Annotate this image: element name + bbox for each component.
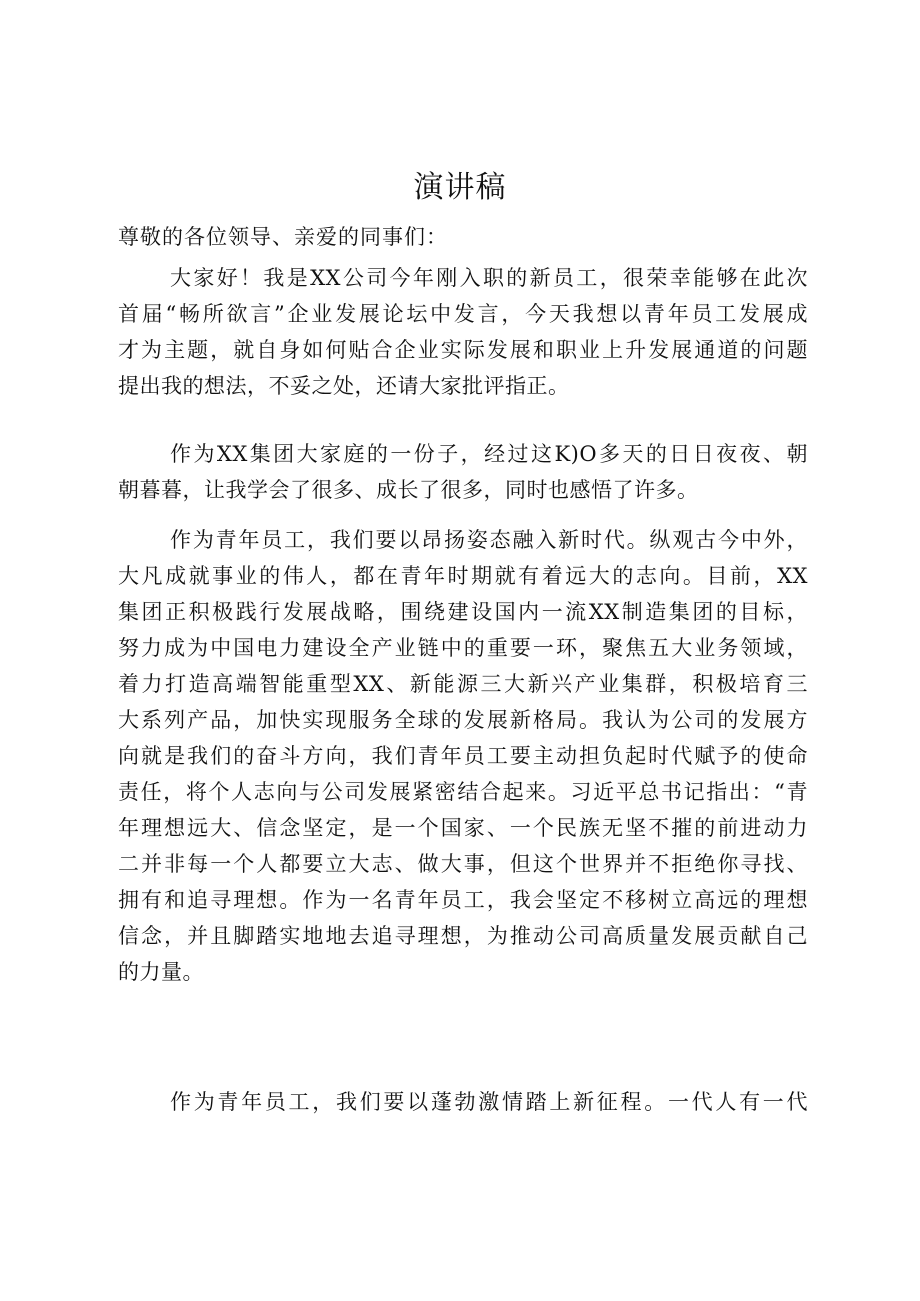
paragraph-line: 责任，将个人志向与公司发展紧密结合起来。习近平总书记指出：“青	[118, 780, 808, 804]
paragraph-line: 向就是我们的奋斗方向，我们青年员工要主动担负起时代赋予的使命	[118, 744, 808, 768]
document-title: 演讲稿	[413, 170, 507, 205]
paragraph-line: 着力打造高端智能重型XX、新能源三大新兴产业集群，积极培育三	[118, 672, 808, 696]
paragraph-line: 的力量。	[118, 960, 204, 984]
paragraph-1	[118, 260, 808, 404]
paragraph-3	[118, 522, 808, 990]
paragraph-line: 信念，并且脚踏实地地去追寻理想，为推动公司高质量发展贡献自己	[118, 924, 808, 948]
paragraph-line: 大家好！我是XX公司今年刚入职的新员工，很荣幸能够在此次	[170, 266, 808, 290]
paragraph-2	[118, 436, 808, 508]
paragraph-line: 集团正积极践行发展战略，围绕建设国内一流XX制造集团的目标，	[118, 600, 808, 624]
paragraph-line: 年理想远大、信念坚定，是一个国家、一个民族无坚不摧的前进动力	[118, 816, 808, 840]
paragraph-line: 作为青年员工，我们要以昂扬姿态融入新时代。纵观古今中外，	[170, 528, 808, 552]
paragraph-4	[118, 1084, 808, 1120]
paragraph-line: 拥有和追寻理想。作为一名青年员工，我会坚定不移树立高远的理想	[118, 888, 808, 912]
salutation: 尊敬的各位领导、亲爱的同事们：	[118, 225, 448, 249]
paragraph-line: 才为主题，就自身如何贴合企业实际发展和职业上升发展通道的问题	[118, 338, 808, 362]
paragraph-line: 朝暮暮，让我学会了很多、成长了很多，同时也感悟了许多。	[118, 478, 699, 502]
paragraph-line: 二并非每一个人都要立大志、做大事，但这个世界并不拒绝你寻找、	[118, 852, 808, 876]
paragraph-line: 大系列产品，加快实现服务全球的发展新格局。我认为公司的发展方	[118, 708, 808, 732]
paragraph-line: 大凡成就事业的伟人，都在青年时期就有着远大的志向。目前，XX	[118, 564, 808, 588]
paragraph-line: 努力成为中国电力建设全产业链中的重要一环，聚焦五大业务领域，	[118, 636, 808, 660]
paragraph-line: 作为青年员工，我们要以蓬勃激情踏上新征程。一代人有一代	[170, 1090, 808, 1114]
paragraph-line: 提出我的想法，不妥之处，还请大家批评指正。	[118, 374, 570, 398]
paragraph-line: 首届“畅所欲言”企业发展论坛中发言，今天我想以青年员工发展成	[118, 302, 808, 326]
paragraph-line: 作为XX集团大家庭的一份子，经过这K)O多天的日日夜夜、朝	[170, 442, 808, 466]
